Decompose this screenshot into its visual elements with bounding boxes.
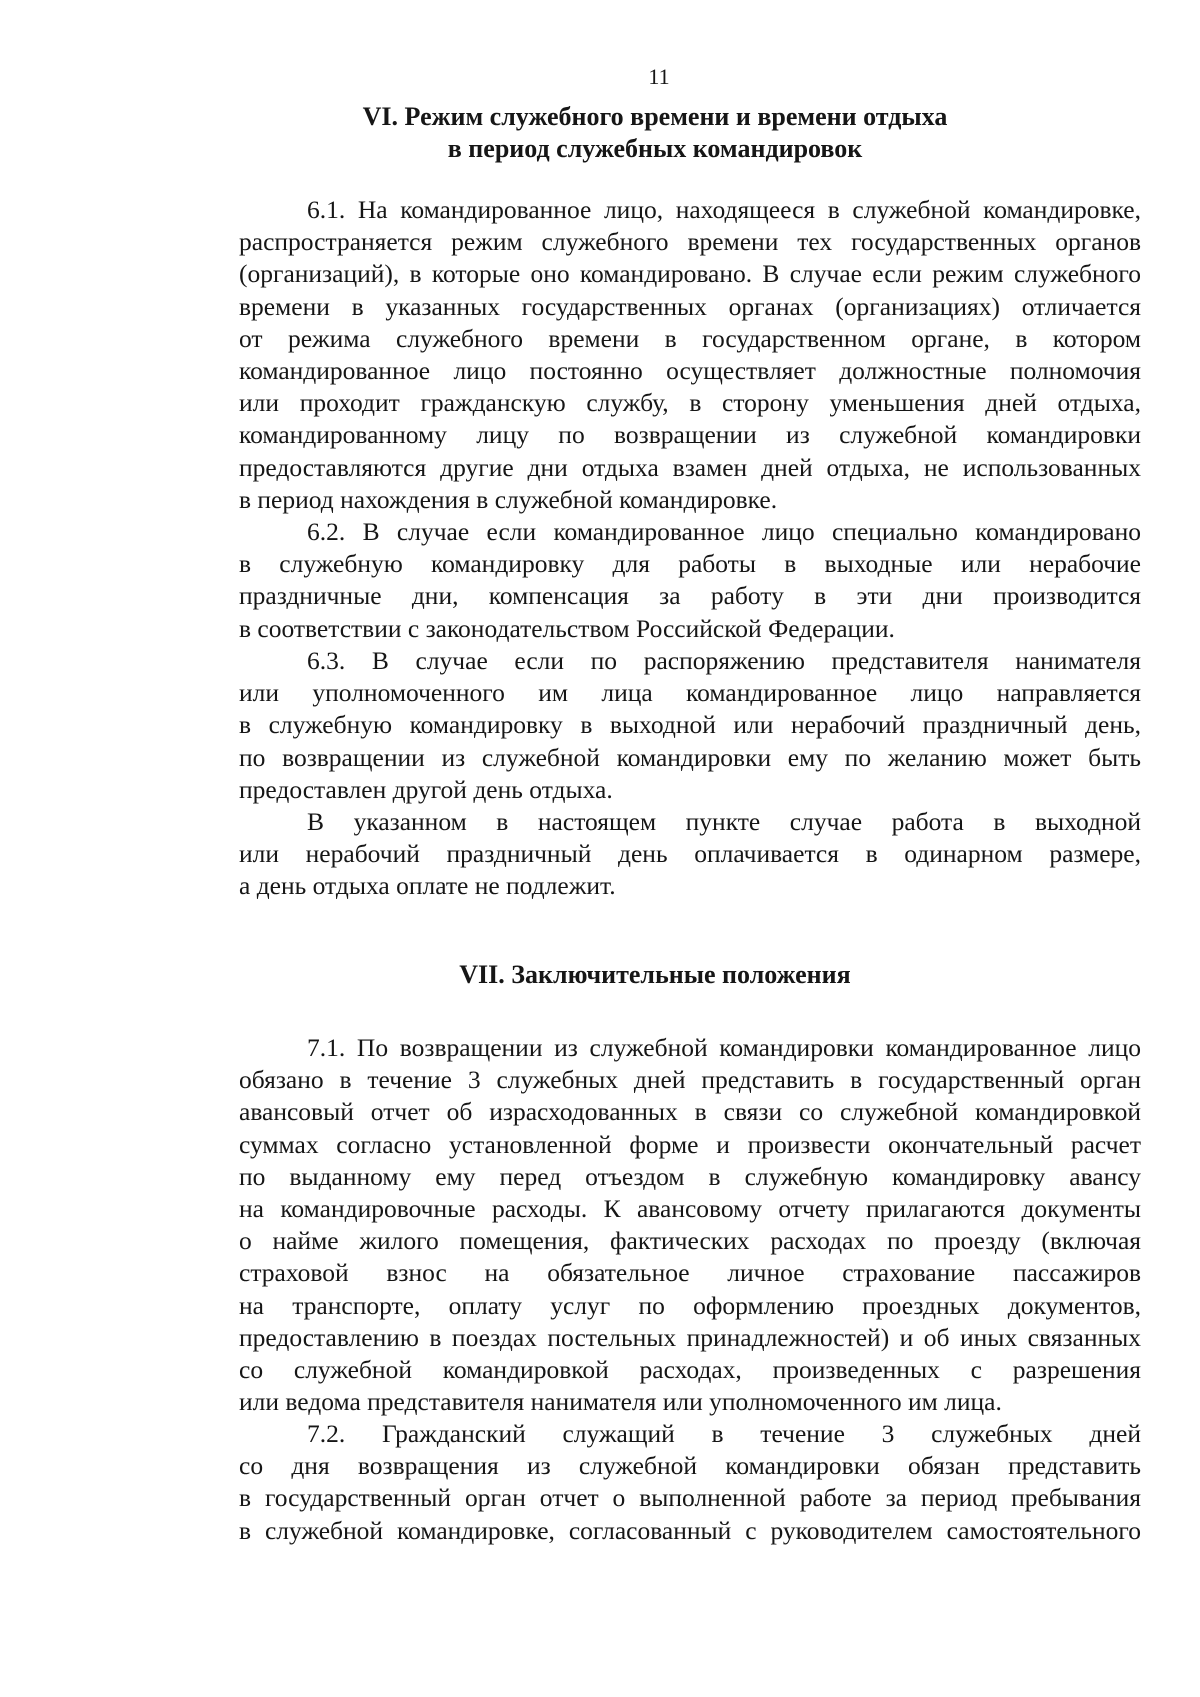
- paragraph-6-1: [171, 194, 1141, 516]
- section-6-title-line-1: VI. Режим служебного времени и времени отдыха: [362, 102, 948, 131]
- text-line: или уполномоченного им лица командированное лицо направляется: [239, 678, 1141, 708]
- text-line: праздничные дни, компенсация за работу в эти дни производится: [239, 581, 1141, 611]
- paragraph-6-3-continuation: [171, 806, 1141, 903]
- text-line: в служебной командировке, согласованный с руководителем самостоятельного: [239, 1515, 1141, 1545]
- text-line: 6.2. В случае если командированное лицо специально командировано: [307, 517, 1141, 546]
- text-line: 6.1. На командированное лицо, находящееся в служебной командировке,: [307, 195, 1141, 224]
- text-line: в соответствии с законодательством Российской Федерации.: [239, 613, 895, 643]
- paragraph-7-1: [171, 1032, 1141, 1418]
- text-line: предоставлению в поездах постельных принадлежностей) и об иных связанных: [239, 1322, 1141, 1352]
- text-line: в служебную командировку в выходной или нерабочий праздничный день,: [239, 710, 1141, 740]
- text-line: авансовый отчет об израсходованных в связи со служебной командировкой: [239, 1097, 1141, 1127]
- text-line: на командировочные расходы. К авансовому отчету прилагаются документы: [239, 1194, 1141, 1224]
- paragraph-7-2: [171, 1418, 1141, 1547]
- text-line: в государственный орган отчет о выполненной работе за период пребывания: [239, 1483, 1141, 1513]
- text-line: (организаций), в которые оно командировано. В случае если режим служебного: [239, 259, 1141, 289]
- text-line: страховой взнос на обязательное личное страхование пассажиров: [239, 1258, 1141, 1288]
- text-line: 7.1. По возвращении из служебной командировки командированное лицо: [307, 1033, 1141, 1062]
- text-line: обязано в течение 3 служебных дней представить в государственный орган: [239, 1065, 1141, 1095]
- text-line: 7.2. Гражданский служащий в течение 3 служебных дней: [307, 1419, 1141, 1448]
- text-line: времени в указанных государственных органах (организациях) отличается: [239, 291, 1141, 321]
- text-line: а день отдыха оплате не подлежит.: [239, 871, 616, 901]
- text-line: распространяется режим служебного времени тех государственных органов: [239, 227, 1141, 257]
- text-line: на транспорте, оплату услуг по оформлению проездных документов,: [239, 1290, 1141, 1320]
- text-line: по выданному ему перед отъездом в служебную командировку авансу: [239, 1161, 1141, 1191]
- text-line: 6.3. В случае если по распоряжению представителя нанимателя: [307, 646, 1141, 675]
- text-line: со служебной командировкой расходах, произведенных с разрешения: [239, 1355, 1141, 1385]
- text-line: от режима служебного времени в государственном органе, в котором: [239, 323, 1141, 353]
- section-7-title-line: VII. Заключительные положения: [459, 960, 851, 989]
- paragraph-6-2: [171, 516, 1141, 645]
- text-line: предоставляются другие дни отдыха взамен дней отдыха, не использованных: [239, 452, 1141, 482]
- page-number: 11: [648, 64, 670, 89]
- text-line: или нерабочий праздничный день оплачивается в одинарном размере,: [239, 839, 1141, 869]
- text-line: о найме жилого помещения, фактических расходах по проезду (включая: [239, 1226, 1141, 1256]
- text-line: со дня возвращения из служебной командировки обязан представить: [239, 1451, 1141, 1481]
- section-7-title: [170, 959, 1140, 991]
- text-line: суммах согласно установленной форме и произвести окончательный расчет: [239, 1129, 1141, 1159]
- text-line: В указанном в настоящем пункте случае работа в выходной: [307, 807, 1141, 836]
- text-line: в период нахождения в служебной командировке.: [239, 484, 778, 514]
- section-6-title: [170, 101, 1140, 165]
- text-line: по возвращении из служебной командировки ему по желанию может быть: [239, 742, 1141, 772]
- text-line: командированному лицу по возвращении из служебной командировки: [239, 420, 1141, 450]
- text-line: командированное лицо постоянно осуществляет должностные полномочия: [239, 356, 1141, 386]
- paragraph-6-3: [171, 645, 1141, 806]
- text-line: в служебную командировку для работы в выходные или нерабочие: [239, 549, 1141, 579]
- section-6-title-line-2: в период служебных командировок: [447, 134, 863, 163]
- text-line: или ведома представителя нанимателя или уполномоченного им лица.: [239, 1387, 1002, 1417]
- text-line: или проходит гражданскую службу, в сторону уменьшения дней отдыха,: [239, 388, 1141, 418]
- text-line: предоставлен другой день отдыха.: [239, 774, 613, 804]
